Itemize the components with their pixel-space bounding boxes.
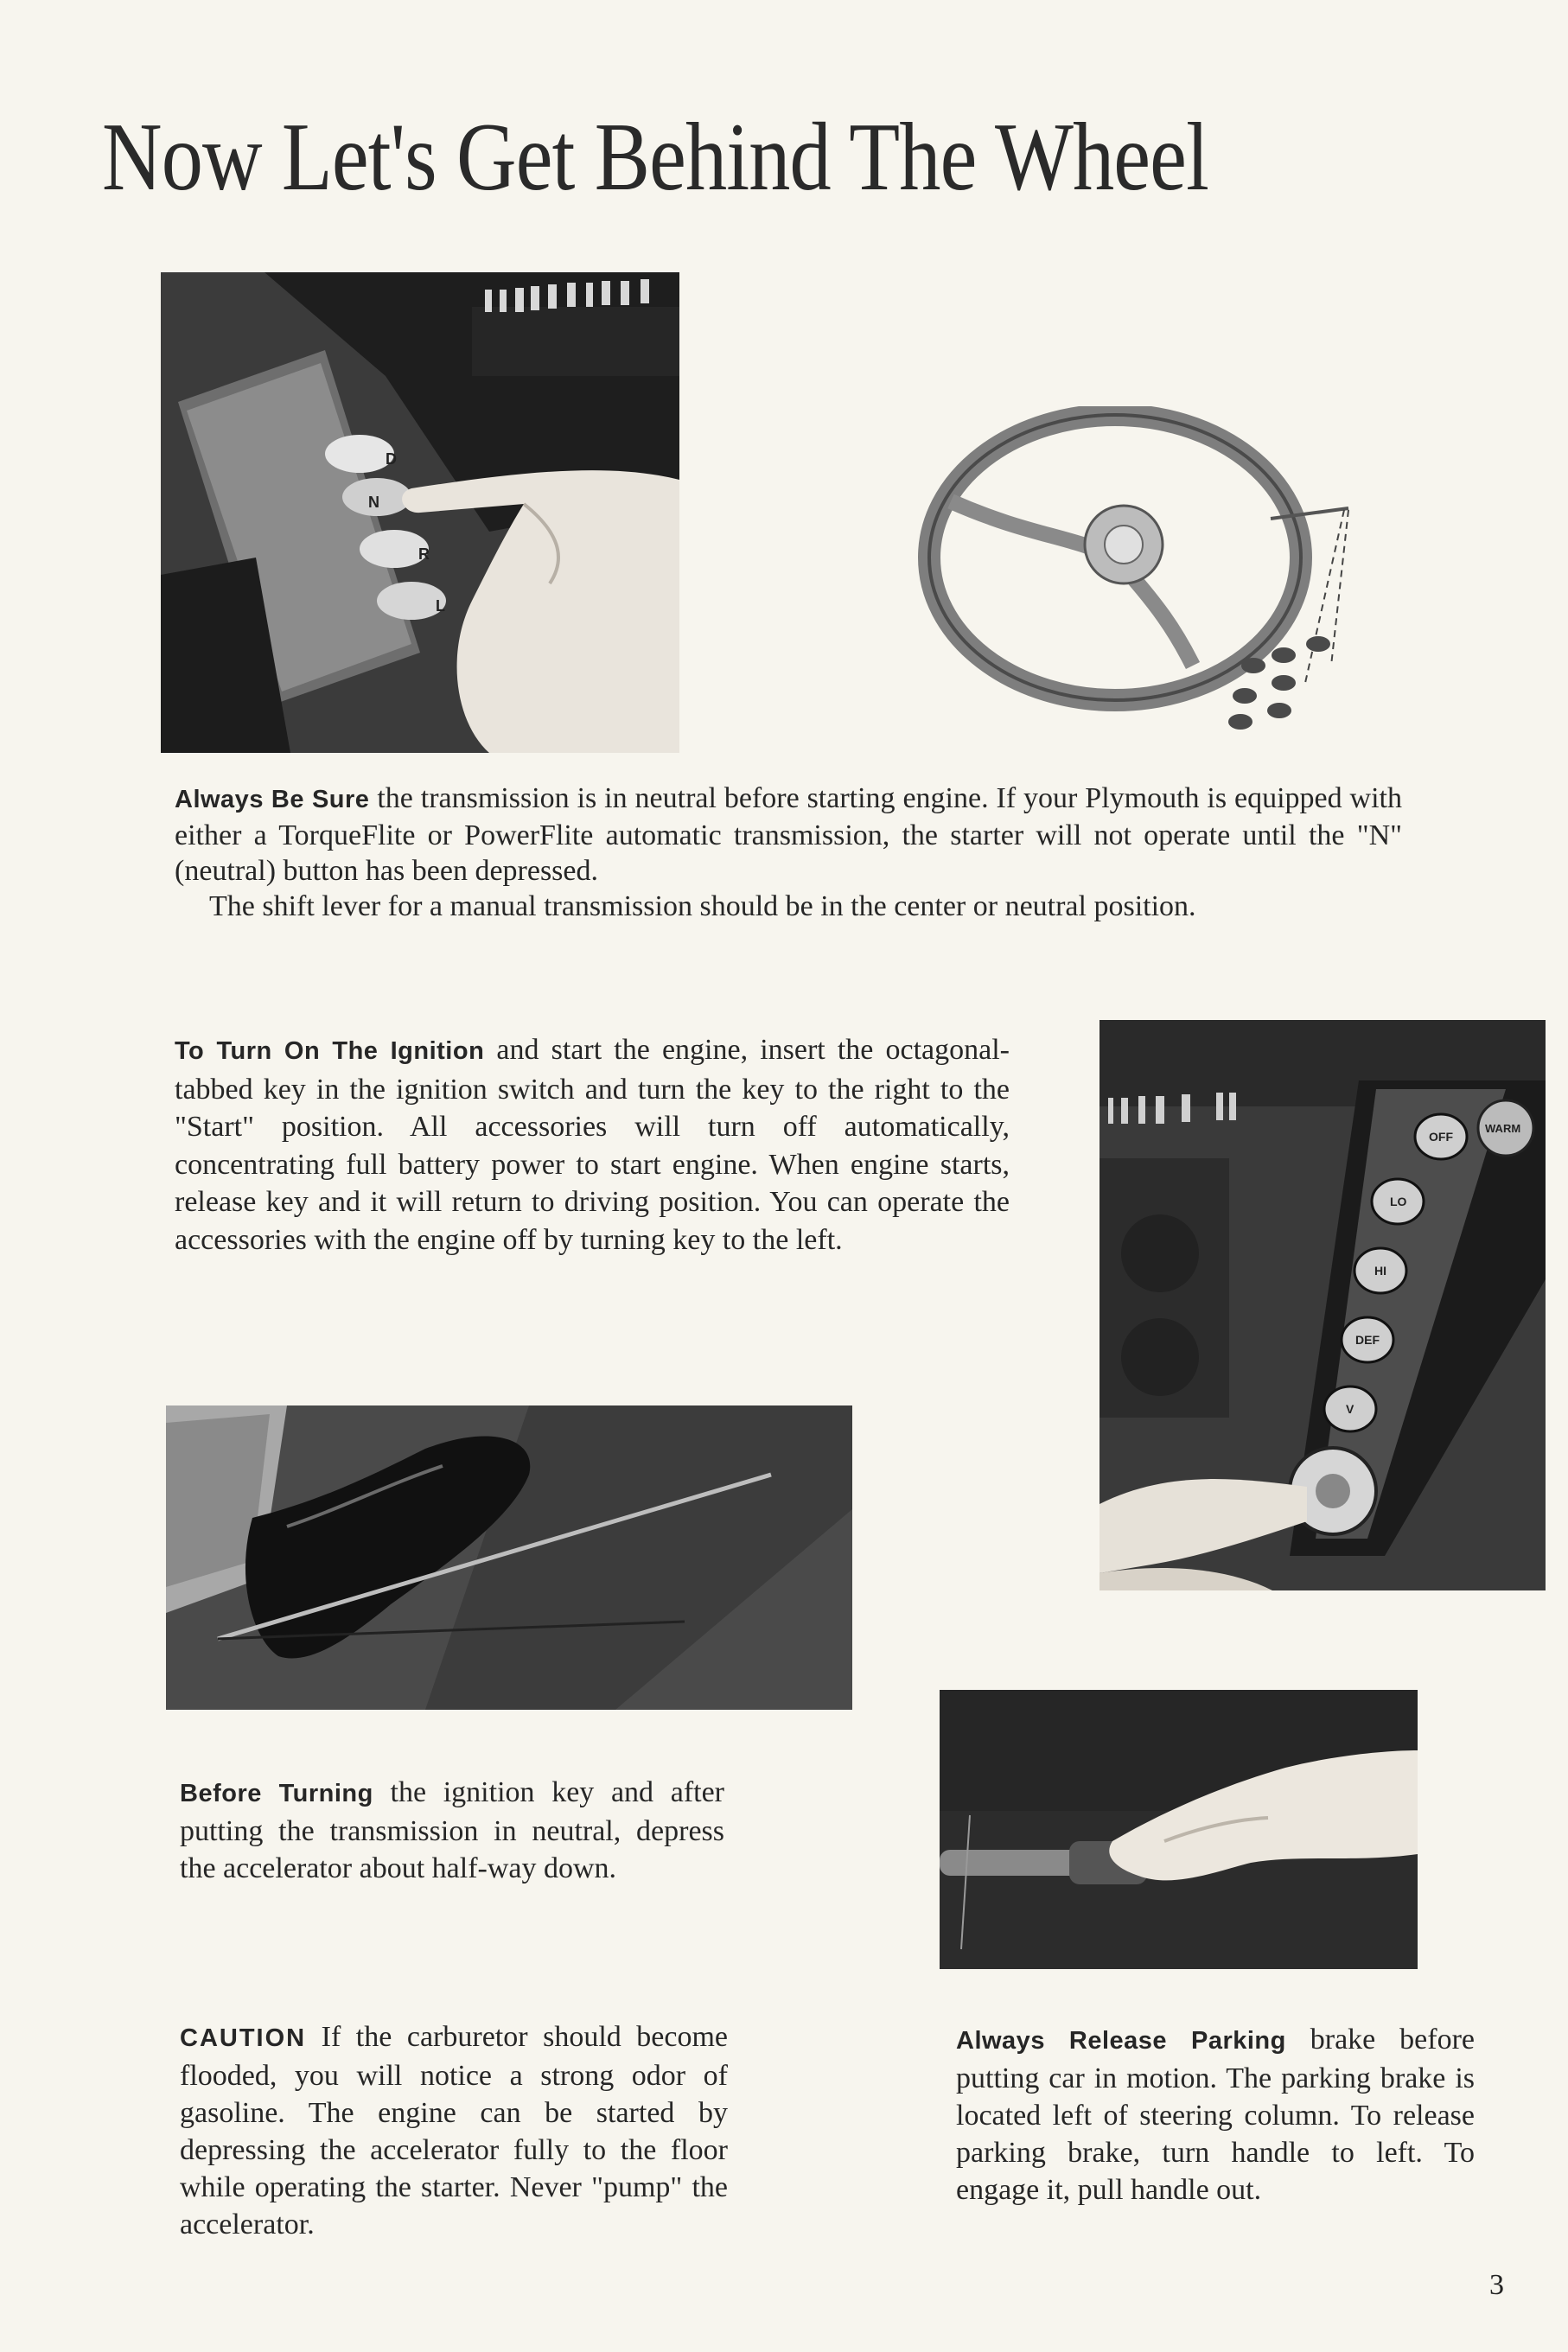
heater-label-v: V bbox=[1346, 1402, 1354, 1416]
ignition-lead: To Turn On The Ignition bbox=[175, 1037, 485, 1065]
ignition-paragraph bbox=[175, 1031, 1010, 1259]
button-label-l: L bbox=[436, 597, 445, 615]
caution-lead: CAUTION bbox=[180, 2024, 307, 2052]
before-turning-lead: Before Turning bbox=[180, 1780, 373, 1807]
button-label-r: R bbox=[418, 545, 430, 563]
heater-label-off: OFF bbox=[1429, 1130, 1453, 1144]
neutral-lead: Always Be Sure bbox=[175, 786, 370, 813]
transmission-buttons-photo bbox=[161, 272, 679, 753]
heater-label-def: DEF bbox=[1355, 1333, 1380, 1347]
neutral-body: the transmission is in neutral before starting engine. If your Plymouth is equipped with either a TorqueFlite or PowerFlite automatic transmission, the starter will not operate until the "N" (neutral) button has been depressed. bbox=[175, 782, 1403, 887]
caution-body: If the carburetor should become flooded, you will notice a strong odor of gasoline. The engine can be started by depressing the accelerator fully to the floor while operating the starter. Never "pump" the accelerator. bbox=[180, 2021, 729, 2240]
parking-brake-photo bbox=[940, 1690, 1418, 1969]
warm-label: WARM bbox=[1485, 1122, 1521, 1135]
button-label-d: D bbox=[386, 450, 397, 468]
before-turning-body: the ignition key and after putting the transmission in neutral, depress the accelerator about half-way down. bbox=[180, 1776, 724, 1884]
ignition-body: and start the engine, insert the octagonal-tabbed key in the ignition switch and turn the key to the right to the "Start" position. All accessories will turn off automatically, concentrating full battery power to start engine. When engine starts, release key and it will return to driving position. You can operate the accessories with the engine off by turning key to the left. bbox=[175, 1034, 1010, 1256]
accelerator-photo bbox=[166, 1405, 852, 1710]
caution-paragraph bbox=[180, 2018, 728, 2243]
neutral-body-2: The shift lever for a manual transmission should be in the center or neutral position. bbox=[209, 890, 1196, 922]
heater-label-lo: LO bbox=[1390, 1195, 1407, 1208]
steering-wheel-illustration bbox=[899, 406, 1383, 752]
before-turning-paragraph bbox=[180, 1774, 724, 1887]
neutral-paragraph bbox=[175, 781, 1402, 924]
page-title: Now Let's Get Behind The Wheel bbox=[102, 104, 1208, 211]
parking-lead: Always Release Parking bbox=[956, 2027, 1286, 2055]
heater-label-hi: HI bbox=[1374, 1264, 1386, 1278]
heater-controls-photo bbox=[1100, 1020, 1546, 1590]
parking-paragraph bbox=[956, 2021, 1475, 2209]
parking-body: brake before putting car in motion. The parking brake is located left of steering column. To release parking brake, turn handle to left. To engage it, pull handle out. bbox=[956, 2024, 1475, 2206]
page-number: 3 bbox=[1489, 2269, 1504, 2301]
button-label-n: N bbox=[368, 494, 379, 511]
